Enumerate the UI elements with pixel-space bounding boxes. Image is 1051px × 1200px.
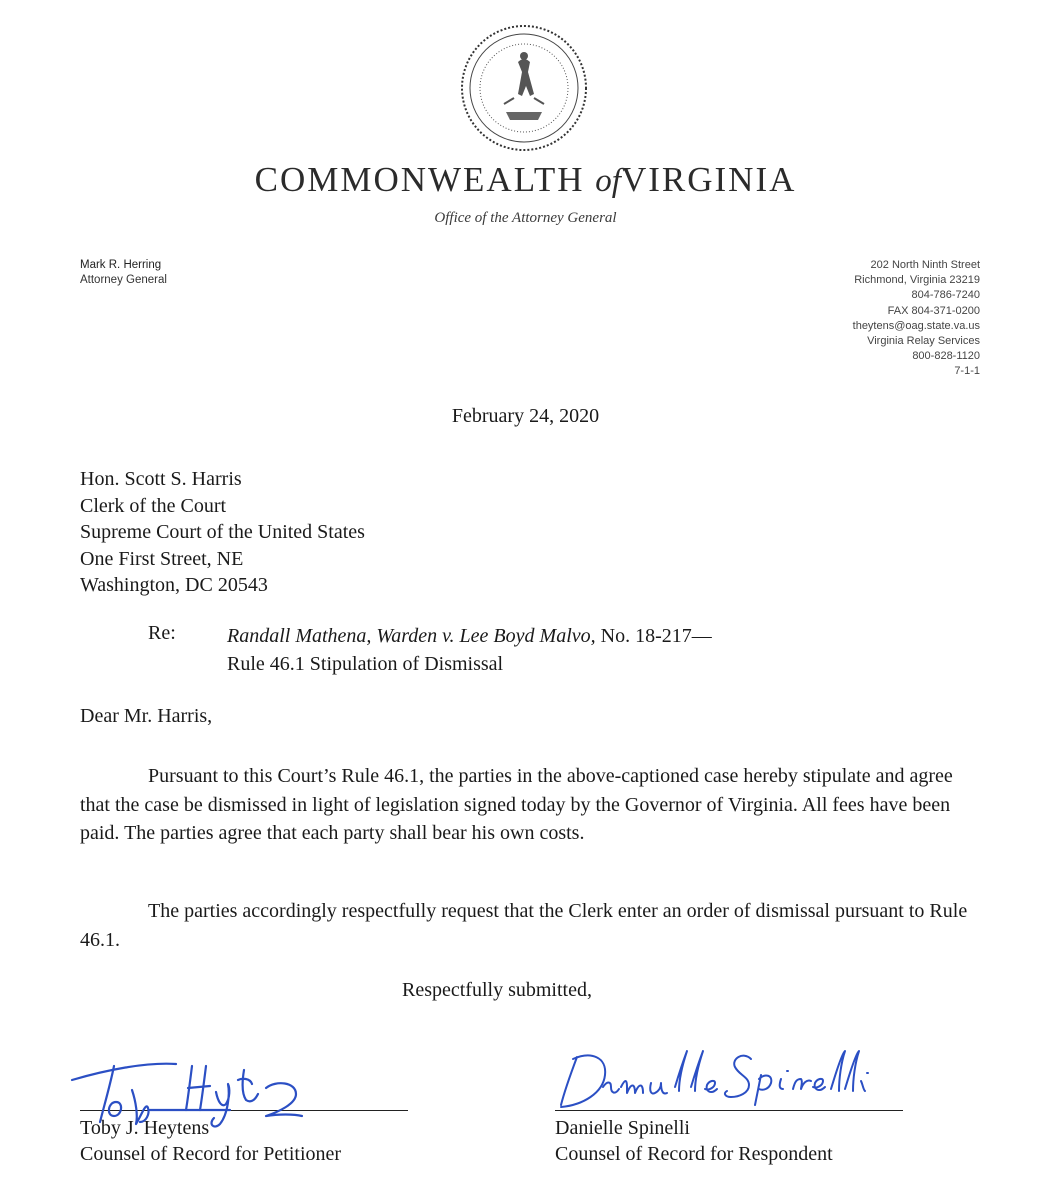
recipient-line: Supreme Court of the United States: [80, 521, 365, 543]
signatory-right-role: Counsel of Record for Respondent: [555, 1143, 833, 1165]
letterhead-title: COMMONWEALTH ofVIRGINIA: [254, 160, 797, 199]
case-number: No. 18-217—: [595, 625, 712, 647]
recipient-line: Hon. Scott S. Harris: [80, 468, 242, 490]
re-subject-line: Rule 46.1 Stipulation of Dismissal: [227, 653, 504, 675]
address-relay-ext: 7-1-1: [954, 365, 980, 378]
attorney-general-block: [80, 258, 167, 288]
letterhead-office: Office of the Attorney General: [434, 210, 617, 226]
signatory-left-role: Counsel of Record for Petitioner: [80, 1143, 342, 1165]
address-fax: FAX 804-371-0200: [887, 304, 980, 317]
address-phone: 804-786-7240: [911, 289, 980, 302]
office-address-block: [853, 258, 980, 380]
signatory-right: [555, 1115, 833, 1167]
letter-date: February 24, 2020: [451, 405, 600, 427]
address-city: Richmond, Virginia 23219: [854, 274, 980, 287]
recipient-block: [80, 466, 365, 599]
address-relay-phone: 800-828-1120: [912, 350, 980, 363]
body-paragraph-1: Pursuant to this Court’s Rule 46.1, the parties in the above-captioned case hereby stipulate and agree that the case be dismissed in light of legislation signed today by the Governor of Virginia. All fees have been paid. The parties agree that each party shall bear his own costs.: [80, 765, 953, 844]
re-subject: [227, 622, 712, 678]
re-label: Re:: [148, 622, 176, 644]
state-seal: [458, 22, 590, 154]
signatory-left-name: Toby J. Heytens: [80, 1117, 210, 1139]
address-street: 202 North Ninth Street: [870, 259, 980, 271]
case-name: Randall Mathena, Warden v. Lee Boyd Malvo,: [227, 625, 596, 647]
recipient-line: One First Street, NE: [80, 547, 244, 570]
address-email: theytens@oag.state.va.us: [852, 319, 980, 332]
attorney-general-name: Mark R. Herring: [80, 259, 162, 271]
address-relay: Virginia Relay Services: [867, 335, 980, 348]
signatory-right-name: Danielle Spinelli: [555, 1117, 690, 1139]
attorney-general-title: Attorney General: [80, 274, 167, 286]
signature-spinelli: [555, 1035, 915, 1115]
recipient-line: Clerk of the Court: [80, 494, 227, 517]
signatory-left: [80, 1115, 341, 1167]
closing: Respectfully submitted,: [402, 979, 592, 1001]
body-paragraph-2: The parties accordingly respectfully request that the Clerk enter an order of dismissal pursuant to Rule 46.1.: [80, 900, 968, 951]
salutation: Dear Mr. Harris,: [80, 705, 213, 727]
recipient-line: Washington, DC 20543: [80, 574, 268, 596]
